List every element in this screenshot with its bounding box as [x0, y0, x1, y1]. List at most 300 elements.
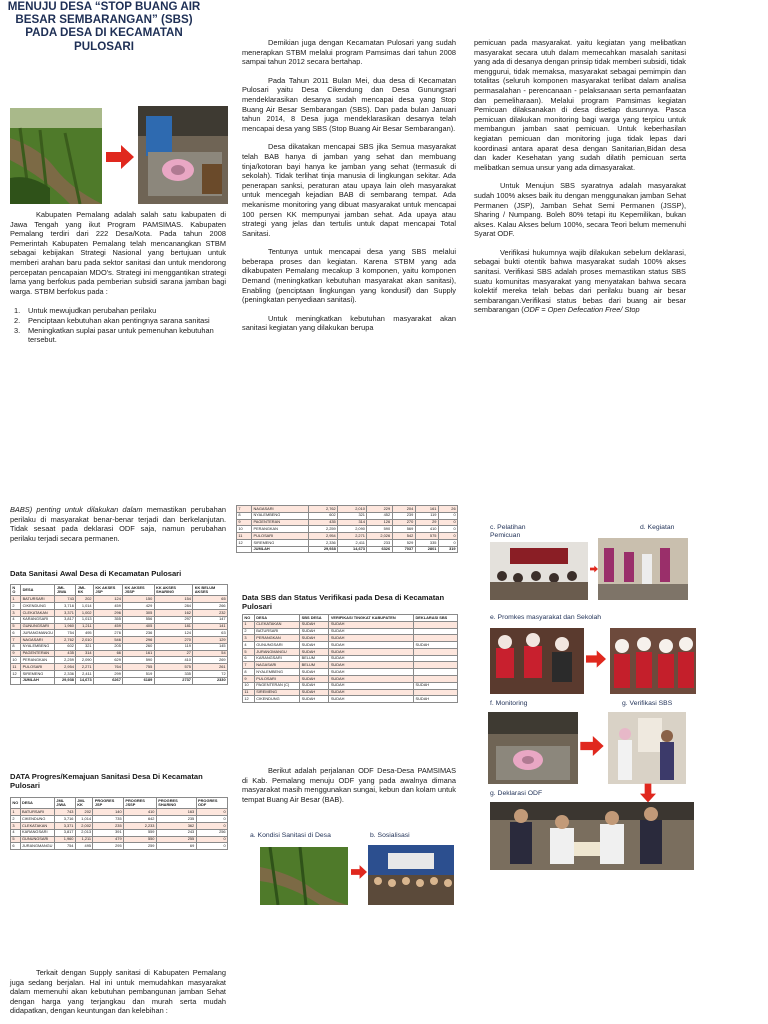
table-header: JML JIWA — [54, 798, 75, 809]
table-header: PROGRES JSSP — [124, 798, 157, 809]
table-cell: 10 — [243, 682, 255, 689]
paragraph: Verifikasi hukumnya wajib dilakukan sebelum deklarasi, sebagai bukti otentik bahwa masyarakat sudah 100% akses sanitasi. Verifikasi SBS adalah proses memastikan status SBS suatu komunitas masyarakat yang menyatakan bahwa secara kolektif mereka telah bebas dari perilaku buang air besar sembarangan.Verifikasi status bebas dari buang air besar sembarangan (ODF = Open Defecation Free/ Stop — [474, 247, 686, 315]
table-cell: 150 — [123, 596, 154, 603]
table-cell: 2,090 — [338, 526, 367, 533]
table-cell: 126 — [367, 519, 392, 526]
table-cell: SUDAH — [329, 648, 414, 655]
table-cell: 5 — [11, 836, 21, 843]
table-cell: 1 — [11, 596, 21, 603]
table-cell: PAGENTERAN — [21, 650, 55, 657]
table-cell: 65 — [193, 596, 228, 603]
table-cell: 2,010 — [338, 506, 367, 513]
table-cell: 2737 — [154, 677, 193, 684]
initial-sanitation-table — [10, 584, 228, 685]
table-cell: CLEKATAKAN — [254, 621, 299, 628]
table-header: DESA — [21, 585, 55, 596]
table-cell: 2,002 — [75, 822, 93, 829]
table-header: JML KK — [75, 798, 93, 809]
table-header: NO — [243, 615, 255, 622]
table-cell: 235 — [93, 822, 124, 829]
arrow-right-icon — [580, 736, 604, 756]
table-cell: KARANGSARI — [254, 655, 299, 662]
table-cell: 2,271 — [76, 664, 94, 671]
table-cell: 3 — [11, 609, 21, 616]
table-cell: 2,411 — [76, 670, 94, 677]
table-row — [11, 836, 228, 843]
table-cell: 3,817 — [54, 829, 75, 836]
table-cell: 129 — [193, 637, 228, 644]
table-cell: 2801 — [415, 546, 438, 553]
caption-g-deklarasi: g. Deklarasi ODF — [490, 790, 543, 797]
table-cell: NYALEMBENG — [252, 512, 309, 519]
table-cell: 202 — [76, 596, 94, 603]
table-cell: 54 — [193, 650, 228, 657]
table-cell: 743 — [54, 809, 75, 816]
table-row — [243, 635, 458, 642]
table-cell: 2,411 — [338, 539, 367, 546]
table-cell: 297 — [154, 616, 193, 623]
table-cell: 8 — [11, 643, 21, 650]
table-cell: BATURSARI — [20, 809, 54, 816]
table-cell: 119 — [415, 512, 438, 519]
caption-e: e. Promkes masyarakat dan Sekolah — [490, 614, 602, 621]
table-cell: 2 — [11, 816, 21, 823]
table-cell: SUDAH — [329, 682, 414, 689]
table-cell: GUNUNGSARI — [20, 836, 54, 843]
paragraph: Untuk Menujun SBS syaratnya adalah masyarakat sudah 100% akses baik itu dengan menggunakan jamban Sehat Permanen (JSP), Jamban Sehat Semi Permanen (JSSP), Sharing / Numpang. Boleh 80% tetapi itu Kepemilikan, bukan akses. Kalau Akses belum 100%, secara Teori belum memenuhi Syarat ODF. — [474, 181, 686, 239]
table-cell: 321 — [76, 643, 94, 650]
table-cell: 154 — [154, 596, 193, 603]
photo-health-promotion — [490, 628, 584, 694]
table-cell: GUNUNGSARI — [254, 642, 299, 649]
table-row — [237, 539, 458, 546]
table-cell: 2,233 — [124, 822, 157, 829]
table-cell: SUDAH — [300, 696, 329, 703]
table-cell: 66 — [94, 650, 123, 657]
table-cell: 2,336 — [55, 670, 76, 677]
table-cell: 2 — [11, 603, 21, 610]
table-cell: 12 — [11, 670, 21, 677]
table-cell: 362 — [156, 822, 196, 829]
table-cell: 10 — [237, 526, 252, 533]
table-row — [237, 519, 458, 526]
table-cell: 735 — [93, 816, 124, 823]
table-cell: PULOSARI — [21, 664, 55, 671]
table-cell: 296 — [94, 609, 123, 616]
table-cell: 235 — [156, 816, 196, 823]
table-cell: 546 — [94, 637, 123, 644]
table-header: KK AKSES SHARING — [154, 585, 193, 596]
table-row — [237, 533, 458, 540]
table-cell: SUDAH — [300, 682, 329, 689]
table-row — [243, 696, 458, 703]
table-cell: 69 — [156, 843, 196, 850]
table-cell — [414, 628, 458, 635]
table-cell: 202 — [75, 809, 93, 816]
table-header: KK BELUM AKSES — [193, 585, 228, 596]
table-cell: PULOSARI — [254, 676, 299, 683]
table-cell: SUDAH — [414, 696, 458, 703]
list-item: 1. Untuk mewujudkan perubahan perilaku — [14, 306, 157, 316]
table-cell: CIKENDUNG — [254, 696, 299, 703]
table-cell: 314 — [76, 650, 94, 657]
table-cell: 9 — [11, 650, 21, 657]
table-cell: SUDAH — [300, 635, 329, 642]
table-row — [243, 689, 458, 696]
photo-activity — [598, 538, 688, 600]
photo-school-promotion — [610, 628, 696, 694]
table-header: DESA — [254, 615, 299, 622]
table-cell: 141 — [193, 623, 228, 630]
table-row — [243, 655, 458, 662]
table-cell: 8 — [237, 512, 252, 519]
table-cell: 29 — [415, 519, 438, 526]
table-cell: 14,673 — [76, 677, 94, 684]
list-item: 3. Meningkatkan suplai pasar untuk pemenuhan kebutuhan tersebut. — [14, 325, 214, 345]
table-cell: SUDAH — [414, 682, 458, 689]
table-cell: 410 — [154, 657, 193, 664]
caption-d: d. Kegiatan — [640, 524, 675, 531]
progress-table — [10, 797, 228, 850]
caption-a: a. Kondisi Sanitasi di Desa — [250, 832, 331, 839]
table-row — [243, 662, 458, 669]
table-cell: 6189 — [123, 677, 154, 684]
table-header: VERIFIKASI TINGKAT KABUPATEN — [329, 615, 414, 622]
table-cell: 236 — [123, 630, 154, 637]
table-row — [11, 829, 228, 836]
table-cell: 269 — [193, 657, 228, 664]
table-cell: 11 — [243, 689, 255, 696]
arrow-right-icon — [351, 864, 367, 880]
table-cell: 124 — [154, 630, 193, 637]
table1-title: Data Sanitasi Awal Desa di Kecamatan Pulosari — [10, 569, 182, 578]
table-cell: SUDAH — [300, 689, 329, 696]
table-cell: JUMLAH — [21, 677, 55, 684]
table-cell: 2,336 — [308, 539, 337, 546]
table-cell: PERANGKAN — [254, 635, 299, 642]
arrow-right-icon — [590, 562, 598, 576]
photo-monitoring — [488, 712, 578, 784]
table-cell: 0 — [438, 526, 457, 533]
table-cell: CLEKATAKAN — [21, 609, 55, 616]
progress-table-continued — [236, 505, 458, 553]
table-cell: 2,954 — [308, 533, 337, 540]
table-cell: 163 — [156, 809, 196, 816]
table-cell: SUDAH — [329, 689, 414, 696]
table-cell: 529 — [392, 539, 415, 546]
table-cell: PAGENTERAN — [252, 519, 309, 526]
table-cell: 391 — [93, 829, 124, 836]
table-cell: PAGENTERAN (C) — [254, 682, 299, 689]
table-cell: 410 — [124, 809, 157, 816]
table-cell: 0 — [196, 836, 227, 843]
table-cell: 602 — [55, 643, 76, 650]
table-cell: 319 — [438, 546, 457, 553]
table-header: DESA — [20, 798, 54, 809]
table-cell: 2330 — [193, 677, 228, 684]
table-cell: 270 — [392, 519, 415, 526]
table-cell: 266 — [193, 603, 228, 610]
table-cell: 3,371 — [55, 609, 76, 616]
table-cell: 260 — [123, 643, 154, 650]
paragraph: Desa dikatakan mencapai SBS jika Semua masyarakat telah BAB hanya di jamban yang sehat dan membuang tinja/kotoran bayi hanya ke jamban yang sehat (termasuk di sekolah). Tidak terlihat tinja manusia di lingkungan sekitar. Ada penerapan sanksi, peraturan atau upaya lain oleh masyarakat untuk mencegah kejadian BAB di sembarang tempat. Ada mekanisme monitoring yang dibuat masyarakat untuk mencapai 100 persen KK mempunyai jamban sehat. Ada upaya atau strategi yang jelas dan tertulis untuk dapat mencapai Total Sanitasi. — [242, 142, 456, 238]
table-cell: NAGASARI — [252, 506, 309, 513]
table-cell: 140 — [93, 809, 124, 816]
caption-g-verifikasi: g. Verifikasi SBS — [622, 700, 673, 707]
table-header: N O — [11, 585, 21, 596]
table-header: KK AKSES JSP — [94, 585, 123, 596]
table-row — [11, 630, 228, 637]
table-cell: 29,938 — [55, 677, 76, 684]
table-row — [11, 603, 228, 610]
table-cell — [11, 677, 21, 684]
table-cell: KARANGSARI — [20, 829, 54, 836]
table-cell: 0 — [438, 533, 457, 540]
table-cell: 7 — [243, 662, 255, 669]
table-cell: 10 — [11, 657, 21, 664]
table-cell: 11 — [11, 664, 21, 671]
table-cell — [414, 689, 458, 696]
table-cell: 295 — [93, 843, 124, 850]
table-cell: 145 — [193, 643, 228, 650]
table-cell — [414, 655, 458, 662]
table-cell — [414, 676, 458, 683]
table-header: SBS DESA — [300, 615, 329, 622]
table-cell — [414, 648, 458, 655]
photo-training — [490, 542, 588, 600]
table-cell: SUDAH — [329, 696, 414, 703]
table-cell: 2,271 — [338, 533, 367, 540]
table-cell: 410 — [415, 526, 438, 533]
table-cell: 335 — [154, 670, 193, 677]
table-cell: 755 — [123, 664, 154, 671]
table-cell: 2,090 — [76, 657, 94, 664]
paragraph: Tentunya untuk mencapai desa yang SBS melalui beberapa proses dan kegiatan. Karena STBM yang ada dikabupaten Pemalang mecakup 3 komponen, yaitu komponen Demand (meningkatkan kebutuhan masyarakat akan sanitasi), Enabling (penciptaan lingkungan yang kondusif) dan Supply (peningkatan penyediaan sanitasi). — [242, 247, 456, 305]
arrow-down-icon — [640, 782, 656, 804]
table-cell: PERANGKAN — [252, 526, 309, 533]
table-header: NO — [11, 798, 21, 809]
table-cell — [237, 546, 252, 553]
table-cell: 27 — [154, 650, 193, 657]
table-cell: 284 — [154, 603, 193, 610]
table-cell: GUNUNGSARI — [21, 623, 55, 630]
table-cell: SUDAH — [329, 635, 414, 642]
table-cell — [414, 635, 458, 642]
table-cell: 1,002 — [76, 609, 94, 616]
table-cell: 556 — [123, 616, 154, 623]
table-cell: BATURSARI — [21, 596, 55, 603]
table-cell: 29,938 — [308, 546, 337, 553]
table-cell: 495 — [75, 843, 93, 850]
table-row — [243, 648, 458, 655]
table-cell: BELUM — [300, 655, 329, 662]
caption-c: c. Pelatihan Pemicuan — [490, 524, 526, 539]
table-cell: 569 — [392, 526, 415, 533]
paragraph: pemicuan pada masyarakat. yaitu kegiatan yang melibatkan masyarakat secara utuh dalam memecahkan masalah sanitasi yang ada di desanya dengan prinsip tidak memberi subsidi, tidak menggurui, tidak memaksa, masyarakat sebagai pemimpin dan totalitas (seluruh komponen masyarakat terlibat dalam analisa permasalahan - perencanaan - pelaksanaan serta pemanfaatan dan pemeliharaan). Melalui program Pamsimas kegiatan Pemicuan dilaksanakan di desa disetiap dusunnya. Pasca pemicuan dilakukan monitoring bagi warga yang terpicu untuk membangun jamban saat pemicuan. Untuk keberhasilan kegiatan pemicuan dan monitoring juga tidak lepas dari koordinasi antara aparat desa dengan Sanitarian,Bidan desa dan kader Kesehatan yang sudah dilatih pemicuan serta melibatkan semua unsur yang ada dimasyarakat. — [474, 38, 686, 172]
table-cell: KARANGSARI — [21, 616, 55, 623]
table-cell: 754 — [54, 843, 75, 850]
table-cell: 2,259 — [308, 526, 337, 533]
table-cell: SUDAH — [329, 621, 414, 628]
table-row — [11, 657, 228, 664]
table-cell: 7 — [11, 637, 21, 644]
table-cell: 519 — [123, 670, 154, 677]
table-sum-row — [237, 546, 458, 553]
table-row — [237, 512, 458, 519]
table-cell: 429 — [123, 603, 154, 610]
table-cell: 459 — [94, 623, 123, 630]
table-cell: 314 — [338, 519, 367, 526]
table-cell: 321 — [338, 512, 367, 519]
table-cell: 3,817 — [55, 616, 76, 623]
table-cell: SUDAH — [414, 642, 458, 649]
table-cell: 0 — [438, 539, 457, 546]
table-cell: JURANGMANGU — [22, 629, 54, 635]
arrow-right-icon — [106, 145, 134, 169]
right-column — [474, 38, 686, 315]
table-row — [11, 670, 228, 677]
table-cell: 2,026 — [367, 533, 392, 540]
table-cell: 1,960 — [55, 623, 76, 630]
table-cell: SUDAH — [329, 676, 414, 683]
table-header-row — [243, 615, 458, 622]
table-cell: SUDAH — [300, 648, 329, 655]
table-cell: 743 — [55, 596, 76, 603]
photo-river-toilet — [10, 108, 102, 204]
table-cell: 764 — [94, 664, 123, 671]
table-cell: SIREMENG — [254, 689, 299, 696]
table-cell: 435 — [55, 650, 76, 657]
table-cell: 5 — [11, 623, 21, 630]
table-row — [237, 506, 458, 513]
table-cell: 2,259 — [55, 657, 76, 664]
table-cell: PERANGKAN — [21, 657, 55, 664]
table-header: PROGRES JSP — [93, 798, 124, 809]
table-cell: 205 — [94, 643, 123, 650]
table-cell: 590 — [367, 526, 392, 533]
table-row — [11, 843, 228, 850]
table-cell: 6 — [11, 843, 21, 850]
focus-list — [10, 306, 226, 344]
table-cell: 26 — [438, 506, 457, 513]
table-cell: 299 — [94, 670, 123, 677]
table-cell: 575 — [154, 664, 193, 671]
table-row — [11, 664, 228, 671]
table-cell: 459 — [94, 603, 123, 610]
table-cell: SUDAH — [329, 628, 414, 635]
table-cell: 1 — [243, 621, 255, 628]
table-row — [11, 643, 228, 650]
table-cell: 5 — [243, 648, 255, 655]
table-cell: 256 — [196, 829, 227, 836]
table-cell: 259 — [124, 843, 157, 850]
continuation-paragraph: BABS) penting untuk dilakukan dalam memastikan perubahan perilaku di masyarakat benar-benar terjadi dan berkelanjutan. Tidak sesaat pada deklarasi ODF saja, namun perubahan perilaku terjadi secara permanen. — [10, 505, 226, 543]
table-cell: 629 — [94, 657, 123, 664]
table-row — [11, 822, 228, 829]
table-cell: NYALEMBENG — [21, 643, 55, 650]
photo-odf-declaration — [490, 802, 694, 870]
table-cell: SUDAH — [300, 628, 329, 635]
table-cell: 3 — [243, 635, 255, 642]
table-cell: 6 — [11, 630, 21, 637]
table-row — [237, 526, 458, 533]
table-cell: 181 — [154, 623, 193, 630]
table-cell: SUDAH — [329, 662, 414, 669]
table-cell: 642 — [124, 816, 157, 823]
table-cell: 1 — [11, 809, 21, 816]
table-cell: 0 — [438, 519, 457, 526]
intro-paragraph: Kabupaten Pemalang adalah salah satu kabupaten di Jawa Tengah yang ikut Program PAMSIMAS. Kabupaten Pemalang terdiri dari 222 Desa/Kota. Pada tahun 2008 Pemerintah Kabupaten Pemalang telah mencanangkan STBM sebagai kebijakan Strategi Nasional yang bertujuan untuk memberi arahan baru pada sektor sanitasi dan untuk mendorong percepatan pencapaian MDO's. Strategi ini menggantikan strategi lama yang berfokus pada pemberian subsidi sarana jamban bagi warga. STBM berfokus pada : — [10, 210, 226, 296]
table-cell: PULOSARI — [252, 533, 309, 540]
table-cell: CIKENDUNG — [20, 816, 54, 823]
table-cell: SUDAH — [329, 669, 414, 676]
table-cell: 1,014 — [76, 603, 94, 610]
table-cell: 296 — [123, 637, 154, 644]
table-cell: 233 — [367, 539, 392, 546]
table-row — [243, 642, 458, 649]
table4-title: Data SBS dan Status Verifikasi pada Desa di Kecamatan Pulosari — [242, 593, 445, 611]
table-cell: 239 — [392, 512, 415, 519]
table-cell: NAGASARI — [21, 637, 55, 644]
table-cell: SUDAH — [300, 642, 329, 649]
table-cell: JURANGMANGU — [22, 842, 53, 848]
table-cell: 0 — [196, 822, 227, 829]
table-cell: 590 — [123, 657, 154, 664]
table-header-row — [11, 585, 228, 596]
intro-column — [10, 210, 226, 345]
table-cell: SUDAH — [329, 642, 414, 649]
table-cell: CIKENDUNG — [21, 603, 55, 610]
table-cell: 0 — [196, 843, 227, 850]
table-sum-row — [11, 677, 228, 684]
list-item: 2. Penciptaan kebutuhan akan pentingnya sarana sanitasi — [14, 315, 210, 325]
table-cell: 3 — [11, 822, 21, 829]
table-cell: 2 — [243, 628, 255, 635]
table-cell: 7 — [237, 506, 252, 513]
table-cell: 2,954 — [55, 664, 76, 671]
table-row — [11, 816, 228, 823]
table-cell: 7037 — [392, 546, 415, 553]
table-cell: 161 — [415, 506, 438, 513]
table-cell: BELUM — [300, 662, 329, 669]
table-cell: 559 — [124, 829, 157, 836]
photo-verification — [608, 712, 686, 784]
table-cell: 2,762 — [55, 637, 76, 644]
photo-socialization — [368, 845, 454, 905]
table-row — [243, 621, 458, 628]
table-cell: 204 — [392, 506, 415, 513]
table-cell — [414, 621, 458, 628]
table-cell: 2,013 — [75, 829, 93, 836]
table-cell: BATURSARI — [254, 628, 299, 635]
table-cell: 305 — [123, 609, 154, 616]
table-cell: 2,762 — [308, 506, 337, 513]
table-row — [11, 596, 228, 603]
table-row — [11, 809, 228, 816]
table-cell: JUMLAH — [252, 546, 309, 553]
table-cell: 4 — [11, 616, 21, 623]
table-cell: 147 — [193, 616, 228, 623]
table-cell: 355 — [94, 616, 123, 623]
table-cell: 495 — [76, 630, 94, 637]
paragraph: Demikian juga dengan Kecamatan Pulosari yang sudah menerapkan STBM melalui program Pamsimas dari tahun 2008 sampai tahun 2012 secara bertahap. — [242, 38, 456, 67]
table-cell: 162 — [154, 609, 193, 616]
table-cell: 6267 — [94, 677, 123, 684]
table-cell: 3,716 — [54, 816, 75, 823]
table-cell: 8 — [243, 669, 255, 676]
table-header: KK AKSES JSSP — [123, 585, 154, 596]
table-cell: 12 — [243, 696, 255, 703]
